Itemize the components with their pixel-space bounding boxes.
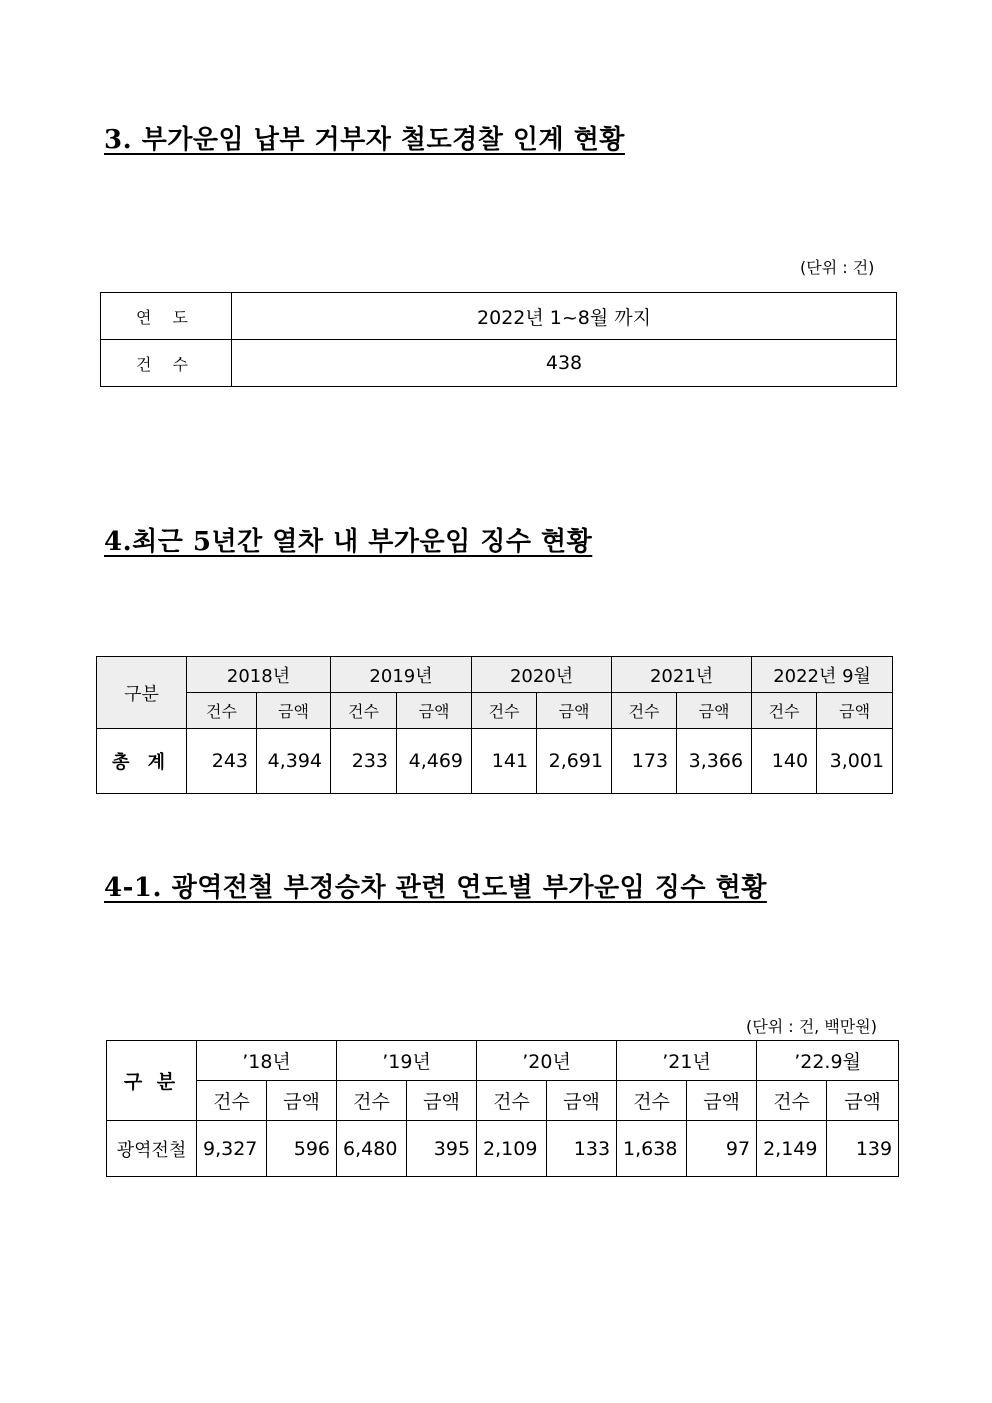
- count-cell: 233: [331, 729, 397, 794]
- amount-header: 금액: [257, 693, 331, 729]
- amount-cell: 395: [407, 1121, 477, 1177]
- count-header: 건수: [472, 693, 537, 729]
- metro-fare-collection-table: [106, 1040, 899, 1177]
- count-header: 건수: [197, 1081, 267, 1121]
- count-cell: 243: [187, 729, 257, 794]
- row-label: 총 계: [97, 729, 187, 794]
- section3-unit: (단위 : 건): [800, 258, 875, 277]
- count-cell: 2,149: [757, 1121, 827, 1177]
- year-header: ’22.9월: [757, 1041, 899, 1081]
- count-value: 438: [232, 340, 897, 387]
- corner-header: 구 분: [107, 1041, 197, 1121]
- corner-header: 구분: [97, 657, 187, 729]
- amount-cell: 4,469: [397, 729, 472, 794]
- count-cell: 140: [752, 729, 817, 794]
- amount-cell: 596: [267, 1121, 337, 1177]
- year-header: ’19년: [337, 1041, 477, 1081]
- year-header: 2020년: [472, 657, 612, 693]
- count-header: 건수: [337, 1081, 407, 1121]
- count-header: 건수: [477, 1081, 547, 1121]
- year-header: 2022년 9월: [752, 657, 893, 693]
- amount-header: 금액: [397, 693, 472, 729]
- section41-title: 4-1. 광역전철 부정승차 관련 연도별 부가운임 징수 현황: [104, 873, 767, 903]
- amount-header: 금액: [677, 693, 752, 729]
- count-cell: 9,327: [197, 1121, 267, 1177]
- police-handover-table: [100, 292, 897, 387]
- amount-header: 금액: [827, 1081, 899, 1121]
- count-cell: 2,109: [477, 1121, 547, 1177]
- count-header: 건수: [331, 693, 397, 729]
- amount-cell: 2,691: [537, 729, 612, 794]
- count-label: 건 수: [101, 340, 232, 387]
- amount-header: 금액: [537, 693, 612, 729]
- year-value: 2022년 1~8월 까지: [232, 293, 897, 340]
- count-header: 건수: [757, 1081, 827, 1121]
- amount-cell: 4,394: [257, 729, 331, 794]
- row-label: 광역전철: [107, 1121, 197, 1177]
- table-row: [97, 729, 893, 794]
- year-header: ’20년: [477, 1041, 617, 1081]
- amount-header: 금액: [407, 1081, 477, 1121]
- section3-title: 3. 부가운임 납부 거부자 철도경찰 인계 현황: [104, 125, 625, 155]
- year-header: 2018년: [187, 657, 331, 693]
- year-header: 2019년: [331, 657, 472, 693]
- amount-header: 금액: [547, 1081, 617, 1121]
- section4-title: 4.최근 5년간 열차 내 부가운임 징수 현황: [104, 527, 593, 557]
- count-cell: 6,480: [337, 1121, 407, 1177]
- amount-cell: 3,366: [677, 729, 752, 794]
- count-cell: 141: [472, 729, 537, 794]
- year-header: 2021년: [612, 657, 752, 693]
- count-header: 건수: [187, 693, 257, 729]
- fare-collection-5yr-table: [96, 656, 893, 794]
- amount-cell: 139: [827, 1121, 899, 1177]
- table-row: [107, 1121, 899, 1177]
- amount-header: 금액: [267, 1081, 337, 1121]
- amount-cell: 97: [687, 1121, 757, 1177]
- amount-header: 금액: [817, 693, 893, 729]
- count-cell: 1,638: [617, 1121, 687, 1177]
- amount-cell: 133: [547, 1121, 617, 1177]
- count-header: 건수: [752, 693, 817, 729]
- count-header: 건수: [612, 693, 677, 729]
- amount-cell: 3,001: [817, 729, 893, 794]
- year-header: ’21년: [617, 1041, 757, 1081]
- count-header: 건수: [617, 1081, 687, 1121]
- amount-header: 금액: [687, 1081, 757, 1121]
- section41-unit: (단위 : 건, 백만원): [746, 1017, 877, 1036]
- year-label: 연 도: [101, 293, 232, 340]
- count-cell: 173: [612, 729, 677, 794]
- year-header: ’18년: [197, 1041, 337, 1081]
